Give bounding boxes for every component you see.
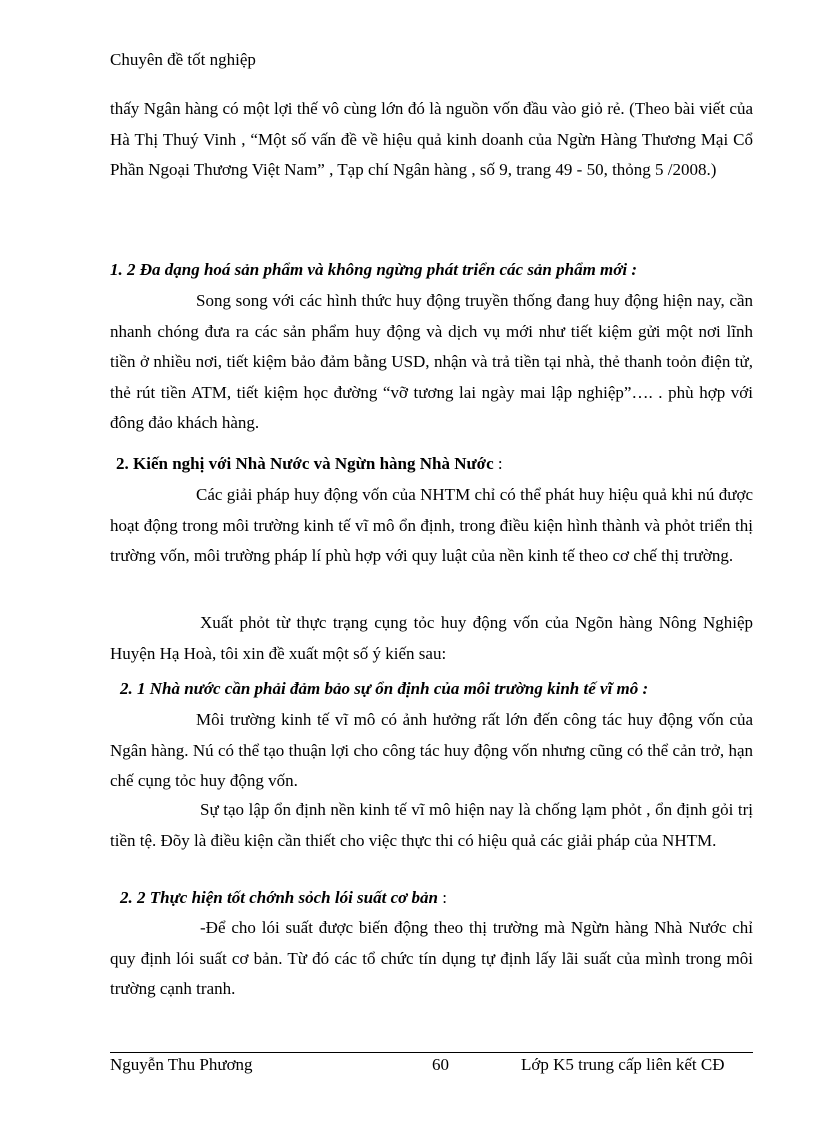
section-heading-2-2-text: 2. 2 Thực hiện tốt chớnh sỏch lói suất cơ bản [120, 888, 438, 907]
section-heading-2-1 [110, 678, 760, 700]
footer-author: Nguyễn Thu Phương [110, 1055, 253, 1074]
paragraph-proposals-intro: Xuất phỏt từ thực trạng cụng tỏc huy động vốn của Ngõn hàng Nông Nghiệp Huyện Hạ Hoà, tôi xin đề xuất một số ý kiến sau: [110, 613, 753, 663]
section-heading-2-1-text: 2. 1 Nhà nước cần phải đảm bảo sự ổn định của môi trường kinh tế vĩ mô : [120, 679, 649, 698]
paragraph-product-diversification: Song song với các hình thức huy động truyền thống đang huy động hiện nay, cần nhanh chóng đưa ra các sản phẩm huy động và dịch vụ mới như tiết kiệm gửi một nơi lĩnh tiền ở nhiều nơi, tiết kiệm bảo đảm bằng USD, nhận và trả tiền tại nhà, thẻ thanh toỏn điện tử, thẻ rút tiền ATM, tiết kiệm học đường “vỡ tương lai ngày mai lập nghiệp”…. . phù hợp với đông đảo khách hàng. [110, 291, 753, 432]
footer-page-number: 60 [432, 1055, 449, 1074]
section-heading-2-colon: : [493, 454, 503, 473]
footer-divider [110, 1052, 753, 1053]
paragraph-citation: thấy Ngân hàng có một lợi thế vô cùng lớn đó là nguồn vốn đầu vào giỏ rẻ. (Theo bài viết của Hà Thị Thuý Vinh , “Một số vấn đề về hiệu quả kinh doanh của Ngừn Hàng Thương Mại Cổ Phần Ngoại Thương Việt Nam” , Tạp chí Ngân hàng , số 9, trang 49 - 50, thỏng 5 /2008.) [110, 99, 753, 179]
section-heading-2-2-colon: : [437, 888, 447, 907]
section-heading-2-2 [110, 887, 760, 909]
paragraph-inflation-control: Sự tạo lập ổn định nền kinh tế vĩ mô hiện nay là chống lạm phỏt , ổn định gỏi trị tiền tệ. Đõy là điều kiện cần thiết cho việc thực thi có hiệu quả các giải pháp của NHTM. [110, 800, 753, 850]
section-heading-1-2-text: 1. 2 Đa dạng hoá sản phẩm và không ngừng phát triển các sản phẩm mới : [110, 260, 638, 279]
section-heading-2 [110, 453, 760, 475]
page-header-title: Chuyên đề tốt nghiệp [110, 50, 256, 69]
paragraph-macro-conditions: Các giải pháp huy động vốn của NHTM chỉ có thể phát huy hiệu quả khi nú được hoạt động trong môi trường kinh tế vĩ mô ổn định, trong điều kiện hình thành và phỏt triển thị trường vốn, môi trường pháp lí phù hợp với quy luật của nền kinh tế theo cơ chế thị trường. [110, 485, 753, 565]
paragraph-interest-rate-policy: -Để cho lói suất được biến động theo thị trường mà Ngừn hàng Nhà Nước chỉ quy định lói suất cơ bản. Từ đó các tổ chức tín dụng tự định lấy lãi suất của mình trong môi trường cạnh tranh. [110, 918, 753, 998]
paragraph-macro-environment: Môi trường kinh tế vĩ mô có ảnh hưởng rất lớn đến công tác huy động vốn của Ngân hàng. Nú có thể tạo thuận lợi cho công tác huy động vốn nhưng cũng có thể cản trở, hạn chế cụng tỏc huy động vốn. [110, 710, 753, 790]
section-heading-1-2 [110, 259, 760, 281]
section-heading-2-text: 2. Kiến nghị với Nhà Nước và Ngừn hàng Nhà Nước [116, 454, 494, 473]
footer-class-info: Lớp K5 trung cấp liên kết CĐ [521, 1055, 725, 1074]
